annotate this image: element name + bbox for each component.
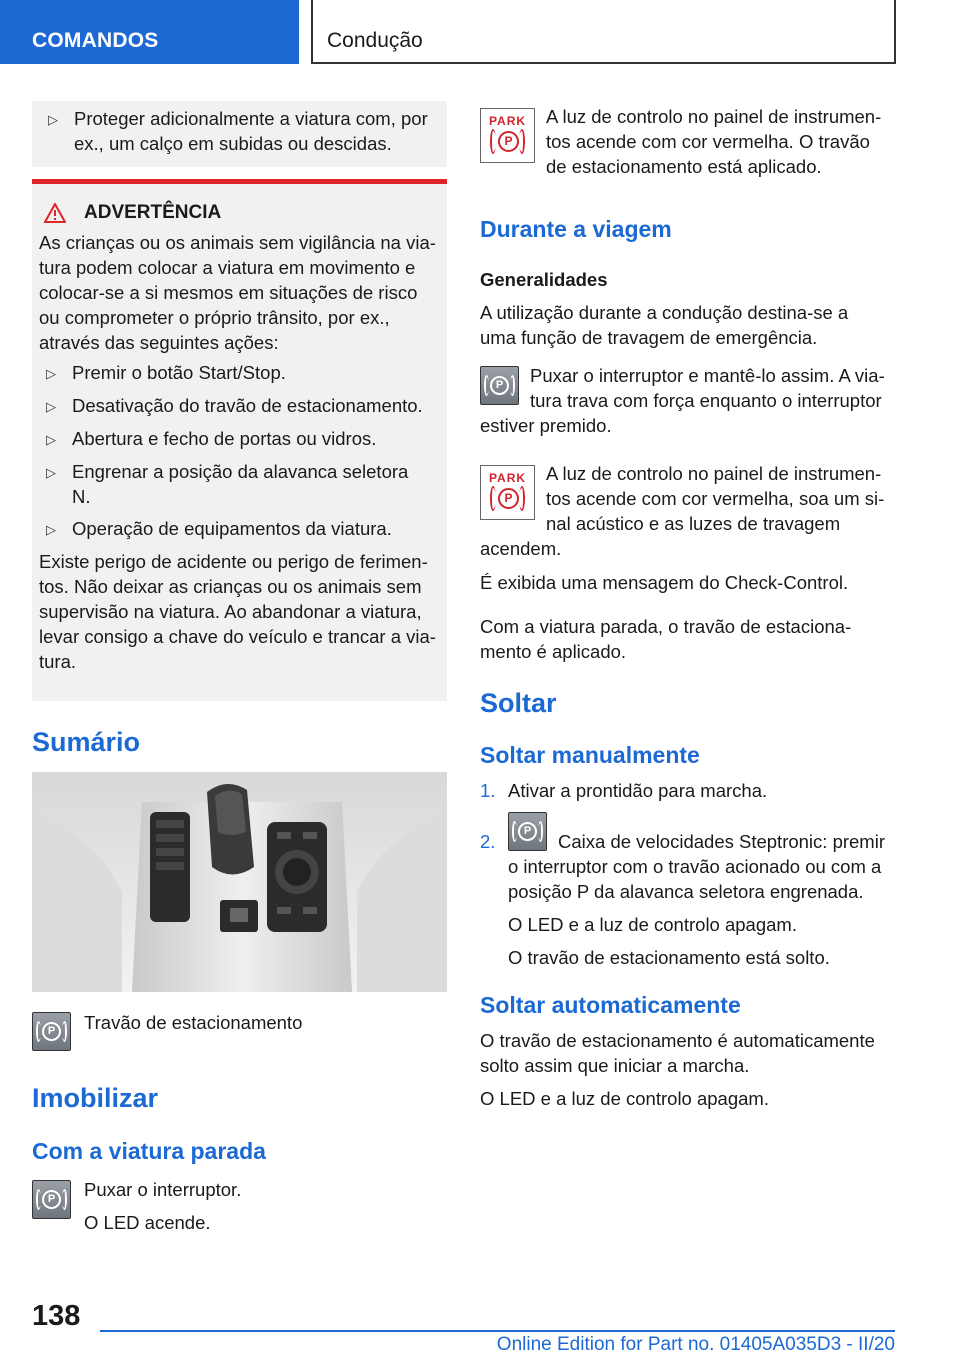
warning-intro: As crianças ou os animais sem vigilância na via- tura podem colocar a viatura em movimento e colocar-se a si mesmos em situações de risco ou comprometer o próprio trânsito, por ex., através das seguintes ações: bbox=[39, 232, 436, 353]
photo-legend bbox=[32, 1012, 71, 1056]
list-item: ▷ Engrenar a posição da alavanca seletora N. bbox=[46, 461, 409, 507]
pull-switch-text: Puxar o interruptor e mantê-lo assim. A via- tura trava com força enquanto o interruptor estiver premido. bbox=[480, 365, 885, 436]
warning-title bbox=[39, 202, 439, 224]
list-item: ▷ Premir o botão Start/Stop. bbox=[39, 360, 439, 386]
park-light-text: A luz de controlo no painel de instrumen- tos acende com cor vermelha. O travão de estacionamento está aplicado. bbox=[546, 106, 882, 177]
bullet-triangle-icon: ▷ bbox=[48, 112, 58, 127]
stopped-heading: Com a viatura parada bbox=[32, 1138, 266, 1164]
park-light-alarm-text: A luz de controlo no painel de instrumen- tos acende com cor vermelha, soa um si- nal acústico e as luzes de travagem acendem. bbox=[480, 463, 885, 559]
bullet-triangle-icon: ▷ bbox=[46, 522, 56, 537]
list-item: ▷ Abertura e fecho de portas ou vidros. bbox=[39, 426, 439, 452]
step-2: 2. Caixa de velocidades Steptronic: premir o interruptor com o travão acionado ou com a posição P da alavanca seletora engrenada. bbox=[480, 831, 885, 902]
photo-caption: Travão de estacionamento bbox=[84, 1012, 303, 1033]
step-1: 1. Ativar a prontidão para marcha. bbox=[480, 780, 768, 801]
parking-brake-switch-icon: P bbox=[32, 1012, 71, 1051]
parking-brake-switch-icon: P bbox=[508, 812, 547, 851]
footer-edition: Online Edition for Part no. 01405A035D3 - II/20 bbox=[496, 1334, 895, 1355]
list-item: ▷ Operação de equipamentos da viatura. bbox=[39, 516, 439, 542]
manual-release-heading: Soltar manualmente bbox=[480, 742, 700, 768]
precaution-box bbox=[32, 101, 447, 167]
page-number: 138 bbox=[32, 1300, 81, 1332]
warning-title-text: ADVERTÊNCIA bbox=[84, 202, 222, 223]
check-control-text: É exibida uma mensagem do Check-Control. bbox=[480, 572, 849, 593]
warning-triangle-icon bbox=[44, 203, 66, 223]
bullet-triangle-icon: ▷ bbox=[46, 432, 56, 447]
auto-release-heading: Soltar automaticamente bbox=[480, 992, 741, 1018]
general-heading: Generalidades bbox=[480, 269, 608, 290]
list-item: ▷ Desativação do travão de estacionamento. bbox=[39, 393, 439, 419]
immobilize-heading: Imobilizar bbox=[32, 1083, 159, 1113]
bullet-triangle-icon: ▷ bbox=[46, 465, 56, 480]
parking-brake-switch-icon: P bbox=[480, 366, 519, 405]
park-warning-light-icon: PARK P bbox=[480, 108, 535, 163]
summary-heading: Sumário bbox=[32, 727, 141, 757]
warning-box bbox=[32, 179, 447, 701]
step-2-result-2: O travão de estacionamento está solto. bbox=[508, 947, 830, 968]
warning-outro: Existe perigo de acidente ou perigo de ferimen- tos. Não deixar as crianças ou os animais sem supervisão na viatura. Ao abandonar a viatura, levar consigo a chave do veículo e trancar a via- tura. bbox=[39, 551, 436, 672]
bullet-triangle-icon: ▷ bbox=[46, 399, 56, 414]
center-console-photo bbox=[32, 772, 447, 992]
release-heading: Soltar bbox=[480, 688, 557, 718]
parking-brake-switch-icon: P bbox=[32, 1180, 71, 1219]
during-trip-heading: Durante a viagem bbox=[480, 216, 672, 242]
list-item bbox=[48, 106, 435, 156]
auto-release-end: O LED e a luz de controlo apagam. bbox=[480, 1088, 769, 1109]
general-text: A utilização durante a condução destina-se a uma função de travagem de emergência. bbox=[480, 302, 849, 348]
footer-rule bbox=[100, 1330, 895, 1332]
stopped-applied-text: Com a viatura parada, o travão de estaciona- mento é aplicado. bbox=[480, 616, 852, 662]
stopped-instructions: Puxar o interruptor. O LED acende. bbox=[84, 1179, 242, 1233]
auto-release-text: O travão de estacionamento é automaticamente solto assim que iniciar a marcha. bbox=[480, 1030, 875, 1076]
section-tab: COMANDOS bbox=[0, 0, 299, 64]
list-item-text: Proteger adicionalmente a viatura com, por ex., um calço em subidas ou descidas. bbox=[74, 108, 428, 154]
bullet-triangle-icon: ▷ bbox=[46, 366, 56, 381]
park-warning-light-icon: PARK P bbox=[480, 465, 535, 520]
step-2-result-1: O LED e a luz de controlo apagam. bbox=[508, 914, 797, 935]
chapter-tab: Condução bbox=[311, 0, 896, 64]
